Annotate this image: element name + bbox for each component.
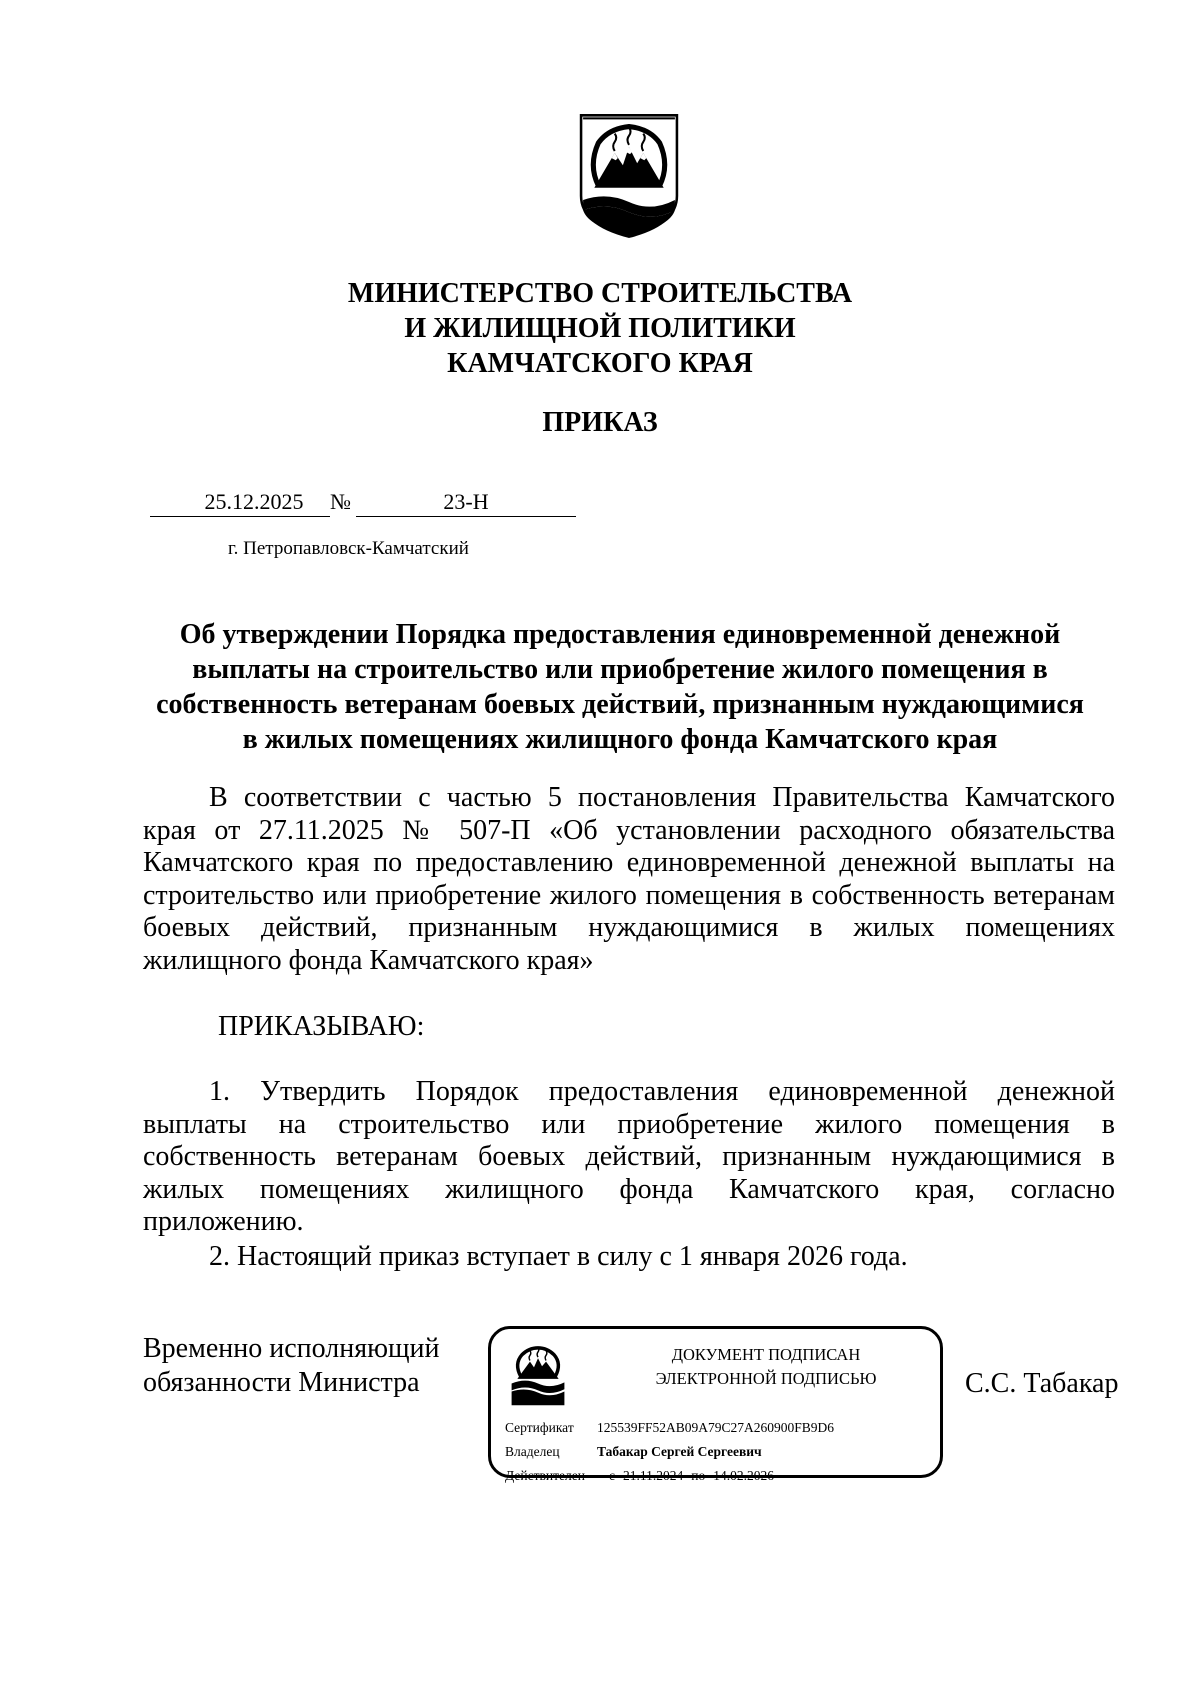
item-1-line: жилых помещениях жилищного фонда Камчатского края, согласно [143, 1173, 1115, 1205]
stamp-owner-row [505, 1443, 762, 1461]
number-sign: № [330, 489, 351, 514]
item-1-line: выплаты на строительство или приобретение жилого помещения в [143, 1108, 1115, 1140]
stamp-title [611, 1343, 921, 1391]
valid-to-prefix: по [691, 1468, 706, 1483]
ministry-name-line: И ЖИЛИЩНОЙ ПОЛИТИКИ [404, 313, 796, 344]
document-subject [140, 617, 1100, 757]
signer-position-line: обязанности Министра [143, 1367, 420, 1398]
certificate-value: 125539FF52AB09A79C27A260900FB9D6 [597, 1420, 835, 1435]
item-1-line: 1. Утвердить Порядок предоставления единовременной денежной [209, 1076, 1115, 1107]
item-1-line: собственность ветеранам боевых действий, признанным нуждающимися в [143, 1141, 1115, 1172]
preamble-paragraph [143, 782, 1115, 977]
owner-label: Владелец [505, 1444, 560, 1459]
certificate-label: Сертификат [505, 1420, 574, 1435]
preamble-line: боевых действий, признанным нуждающимися в жилых помещениях [143, 912, 1115, 943]
stamp-validity-row [505, 1467, 774, 1485]
ministry-name-line: МИНИСТЕРСТВО СТРОИТЕЛЬСТВА [347, 278, 853, 309]
subject-line: собственность ветеранам боевых действий, признанным нуждающимися [156, 689, 1084, 720]
preamble-line: края от 27.11.2025 № 507-П «Об установлении расходного обязательства [143, 814, 1115, 846]
preamble-line: строительство или приобретение жилого помещения в собственность ветеранам [143, 879, 1115, 911]
preamble-line: Камчатского края по предоставлению единовременной денежной выплаты на [143, 847, 1115, 878]
order-item-2: 2. Настоящий приказ вступает в силу с 1 января 2026 года. [209, 1241, 908, 1272]
kamchatka-coat-of-arms-icon [578, 112, 680, 240]
item-1-line: приложению. [143, 1206, 304, 1237]
order-item-1 [143, 1076, 1115, 1239]
stamp-title-line: ЭЛЕКТРОННОЙ ПОДПИСЬЮ [655, 1369, 877, 1388]
preamble-line: жилищного фонда Камчатского края» [143, 944, 594, 976]
document-date [150, 488, 330, 517]
stamp-certificate-row [505, 1419, 834, 1437]
order-word: ПРИКАЗЫВАЮ: [218, 1011, 425, 1042]
signer-position-line: Временно исполняющий [143, 1333, 440, 1364]
signer-name: С.С. Табакар [965, 1368, 1119, 1399]
valid-from-prefix: с [609, 1468, 615, 1483]
valid-label: Действителен [505, 1468, 585, 1483]
owner-value: Табакар Сергей Сергеевич [597, 1444, 762, 1459]
electronic-signature-stamp [488, 1326, 943, 1483]
valid-from: 21.11.2024 [623, 1468, 684, 1483]
preamble-line: В соответствии с частью 5 постановления Правительства Камчатского [209, 782, 1115, 813]
document-type: ПРИКАЗ [542, 407, 658, 438]
valid-to: 14.02.2026 [713, 1468, 774, 1483]
city: г. Петропавловск-Камчатский [228, 538, 469, 559]
subject-line: выплаты на строительство или приобретение жилого помещения в [192, 654, 1048, 685]
ministry-name [0, 276, 1200, 381]
subject-line: в жилых помещениях жилищного фонда Камчатского края [242, 724, 998, 755]
signer-position [143, 1332, 440, 1400]
stamp-coat-of-arms-icon [509, 1341, 567, 1407]
document-number: 23-Н [356, 488, 576, 517]
subject-line: Об утверждении Порядка предоставления единовременной денежной [179, 619, 1061, 650]
ministry-name-line: КАМЧАТСКОГО КРАЯ [447, 348, 753, 379]
document-date-value: 25.12.2025 [204, 489, 304, 514]
stamp-title-line: ДОКУМЕНТ ПОДПИСАН [671, 1345, 861, 1364]
